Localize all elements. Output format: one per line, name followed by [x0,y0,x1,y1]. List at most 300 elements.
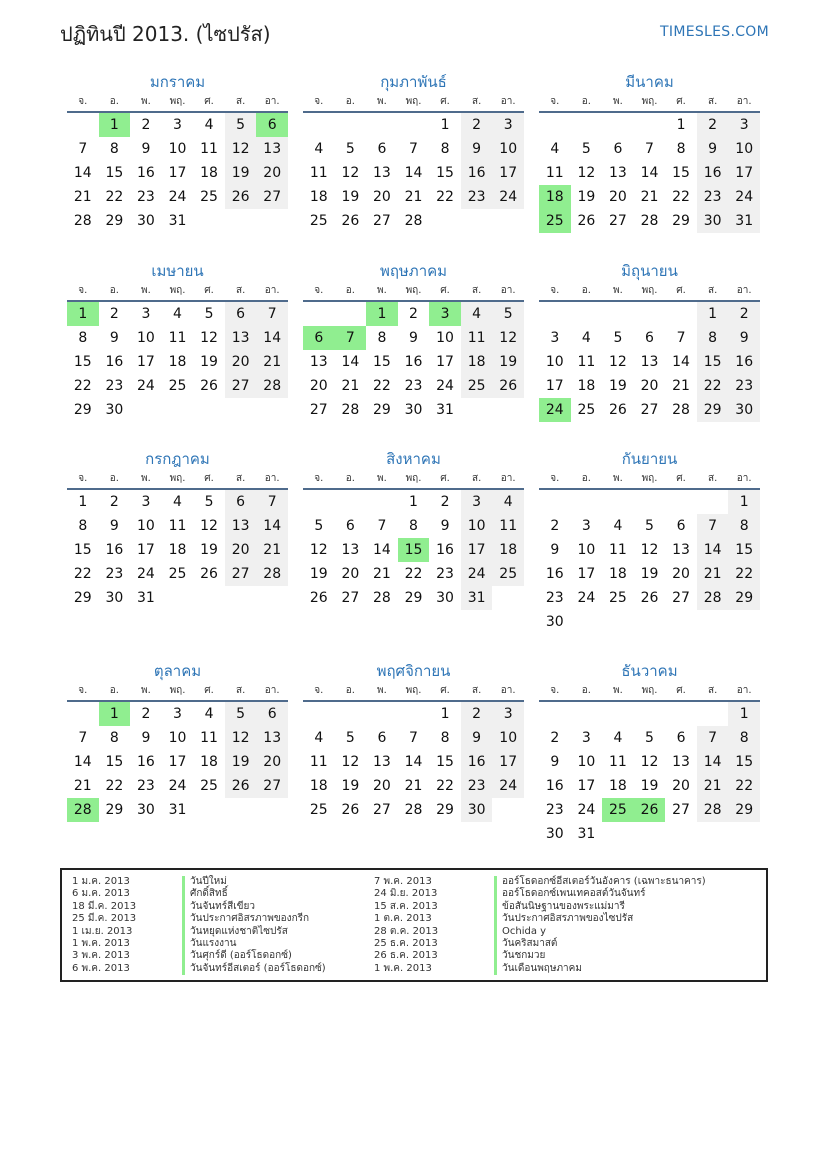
day-cell[interactable]: 29 [373,402,391,418]
day-cell[interactable]: 20 [225,538,257,562]
day-cell[interactable]: 2 [409,306,418,322]
day-cell[interactable]: 29 [73,590,92,606]
day-cell[interactable]: 20 [672,566,690,582]
day-cell[interactable]: 8 [728,514,760,538]
day-cell[interactable]: 23 [137,778,155,794]
day-cell[interactable]: 8 [440,141,450,157]
day-cell[interactable]: 6 [377,141,387,157]
day-cell[interactable]: 31 [728,209,760,233]
day-cell[interactable]: 21 [256,538,288,562]
day-cell[interactable]: 15 [398,538,430,562]
day-cell[interactable]: 22 [105,189,124,205]
day-cell[interactable]: 29 [105,802,124,818]
day-cell[interactable]: 24 [539,398,571,422]
day-cell[interactable]: 2 [141,706,151,722]
day-cell[interactable]: 24 [577,802,596,818]
day-cell[interactable]: 15 [728,538,760,562]
day-cell[interactable]: 22 [436,189,454,205]
day-cell[interactable]: 25 [602,798,634,822]
day-cell[interactable]: 8 [676,141,686,157]
day-cell[interactable]: 21 [640,189,659,205]
day-cell[interactable]: 29 [697,398,729,422]
day-cell[interactable]: 23 [404,378,423,394]
day-cell[interactable]: 1 [728,702,760,726]
day-cell[interactable]: 24 [492,774,524,798]
day-cell[interactable]: 28 [256,562,288,586]
day-cell[interactable]: 12 [200,518,218,534]
day-cell[interactable]: 29 [404,590,423,606]
day-cell[interactable]: 4 [314,141,324,157]
day-cell[interactable]: 4 [613,730,623,746]
day-cell[interactable]: 19 [492,350,524,374]
day-cell[interactable]: 18 [200,754,218,770]
day-cell[interactable]: 17 [137,542,155,558]
day-cell[interactable]: 7 [697,726,729,750]
day-cell[interactable]: 9 [440,518,450,534]
day-cell[interactable]: 27 [672,802,690,818]
day-cell[interactable]: 1 [440,117,450,133]
day-cell[interactable]: 18 [577,378,596,394]
day-cell[interactable]: 28 [404,213,423,229]
day-cell[interactable]: 7 [409,141,418,157]
day-cell[interactable]: 2 [109,306,119,322]
day-cell[interactable]: 28 [73,213,92,229]
day-cell[interactable]: 18 [168,354,187,370]
day-cell[interactable]: 31 [461,586,493,610]
day-cell[interactable]: 7 [256,302,288,326]
day-cell[interactable]: 6 [303,326,335,350]
day-cell[interactable]: 7 [409,730,418,746]
day-cell[interactable]: 18 [461,350,493,374]
day-cell[interactable]: 16 [105,354,124,370]
day-cell[interactable]: 16 [436,542,454,558]
day-cell[interactable]: 28 [341,402,360,418]
day-cell[interactable]: 10 [168,141,187,157]
day-cell[interactable]: 6 [645,330,654,346]
day-cell[interactable]: 30 [545,614,564,630]
day-cell[interactable]: 30 [105,590,124,606]
day-cell[interactable]: 30 [105,402,124,418]
day-cell[interactable]: 1 [440,706,450,722]
day-cell[interactable]: 10 [436,330,454,346]
day-cell[interactable]: 18 [539,185,571,209]
day-cell[interactable]: 13 [225,514,257,538]
day-cell[interactable]: 4 [461,302,493,326]
day-cell[interactable]: 29 [436,802,454,818]
day-cell[interactable]: 31 [168,802,187,818]
day-cell[interactable]: 5 [645,518,654,534]
day-cell[interactable]: 22 [73,566,92,582]
day-cell[interactable]: 19 [577,189,596,205]
day-cell[interactable]: 30 [404,402,423,418]
day-cell[interactable]: 1 [78,494,88,510]
day-cell[interactable]: 8 [109,730,119,746]
day-cell[interactable]: 30 [545,826,564,842]
day-cell[interactable]: 25 [539,209,571,233]
day-cell[interactable]: 10 [137,330,155,346]
day-cell[interactable]: 11 [609,754,627,770]
day-cell[interactable]: 25 [309,213,328,229]
day-cell[interactable]: 26 [640,590,659,606]
day-cell[interactable]: 20 [672,778,690,794]
day-cell[interactable]: 22 [728,774,760,798]
day-cell[interactable]: 2 [109,494,119,510]
day-cell[interactable]: 3 [173,117,182,133]
day-cell[interactable]: 31 [577,826,596,842]
day-cell[interactable]: 12 [492,326,524,350]
day-cell[interactable]: 17 [168,754,187,770]
day-cell[interactable]: 17 [728,161,760,185]
day-cell[interactable]: 9 [461,137,493,161]
day-cell[interactable]: 19 [341,189,360,205]
day-cell[interactable]: 14 [73,754,92,770]
day-cell[interactable]: 26 [200,378,218,394]
day-cell[interactable]: 3 [461,490,493,514]
day-cell[interactable]: 13 [640,354,659,370]
day-cell[interactable]: 19 [609,378,627,394]
day-cell[interactable]: 22 [105,778,124,794]
day-cell[interactable]: 2 [461,113,493,137]
day-cell[interactable]: 25 [461,374,493,398]
day-cell[interactable]: 4 [550,141,560,157]
day-cell[interactable]: 26 [225,185,257,209]
day-cell[interactable]: 29 [728,798,760,822]
day-cell[interactable]: 6 [256,702,288,726]
day-cell[interactable]: 17 [168,165,187,181]
day-cell[interactable]: 16 [545,778,564,794]
day-cell[interactable]: 21 [73,189,92,205]
day-cell[interactable]: 30 [728,398,760,422]
day-cell[interactable]: 5 [204,494,214,510]
day-cell[interactable]: 15 [105,754,124,770]
day-cell[interactable]: 5 [314,518,324,534]
day-cell[interactable]: 25 [200,778,218,794]
day-cell[interactable]: 7 [645,141,654,157]
site-logo-text[interactable]: TIMESLES.COM [660,24,769,40]
day-cell[interactable]: 10 [577,754,596,770]
day-cell[interactable]: 11 [200,141,218,157]
day-cell[interactable]: 3 [581,518,591,534]
day-cell[interactable]: 2 [461,702,493,726]
day-cell[interactable]: 29 [728,586,760,610]
day-cell[interactable]: 9 [550,542,560,558]
day-cell[interactable]: 9 [409,330,418,346]
day-cell[interactable]: 13 [256,137,288,161]
day-cell[interactable]: 5 [492,302,524,326]
day-cell[interactable]: 28 [697,798,729,822]
day-cell[interactable]: 16 [697,161,729,185]
day-cell[interactable]: 8 [697,326,729,350]
day-cell[interactable]: 3 [429,302,461,326]
day-cell[interactable]: 21 [404,189,423,205]
day-cell[interactable]: 20 [256,161,288,185]
day-cell[interactable]: 3 [728,113,760,137]
day-cell[interactable]: 14 [697,750,729,774]
day-cell[interactable]: 18 [609,778,627,794]
day-cell[interactable]: 20 [309,378,328,394]
day-cell[interactable]: 10 [168,730,187,746]
day-cell[interactable]: 25 [200,189,218,205]
day-cell[interactable]: 17 [545,378,564,394]
day-cell[interactable]: 3 [173,706,182,722]
day-cell[interactable]: 27 [256,774,288,798]
day-cell[interactable]: 9 [728,326,760,350]
day-cell[interactable]: 13 [341,542,360,558]
day-cell[interactable]: 9 [141,730,151,746]
day-cell[interactable]: 8 [728,726,760,750]
day-cell[interactable]: 15 [697,350,729,374]
day-cell[interactable]: 23 [105,378,124,394]
day-cell[interactable]: 24 [492,185,524,209]
day-cell[interactable]: 28 [404,802,423,818]
day-cell[interactable]: 8 [440,730,450,746]
day-cell[interactable]: 17 [492,750,524,774]
day-cell[interactable]: 27 [373,802,391,818]
day-cell[interactable]: 3 [141,494,151,510]
day-cell[interactable]: 13 [225,326,257,350]
day-cell[interactable]: 2 [550,730,560,746]
day-cell[interactable]: 25 [309,802,328,818]
day-cell[interactable]: 12 [225,137,257,161]
day-cell[interactable]: 11 [168,330,187,346]
day-cell[interactable]: 14 [73,165,92,181]
day-cell[interactable]: 18 [309,189,328,205]
day-cell[interactable]: 23 [545,590,564,606]
day-cell[interactable]: 1 [99,702,131,726]
day-cell[interactable]: 3 [492,113,524,137]
day-cell[interactable]: 11 [168,518,187,534]
day-cell[interactable]: 6 [256,113,288,137]
day-cell[interactable]: 21 [697,562,729,586]
day-cell[interactable]: 5 [225,702,257,726]
day-cell[interactable]: 5 [645,730,654,746]
day-cell[interactable]: 3 [581,730,591,746]
day-cell[interactable]: 18 [492,538,524,562]
day-cell[interactable]: 26 [341,213,360,229]
day-cell[interactable]: 6 [345,518,355,534]
day-cell[interactable]: 10 [577,542,596,558]
day-cell[interactable]: 12 [309,542,328,558]
day-cell[interactable]: 20 [640,378,659,394]
day-cell[interactable]: 26 [225,774,257,798]
day-cell[interactable]: 23 [137,189,155,205]
day-cell[interactable]: 16 [545,566,564,582]
day-cell[interactable]: 13 [609,165,627,181]
day-cell[interactable]: 29 [672,213,690,229]
day-cell[interactable]: 28 [672,402,690,418]
day-cell[interactable]: 17 [137,354,155,370]
day-cell[interactable]: 22 [697,374,729,398]
day-cell[interactable]: 21 [404,778,423,794]
day-cell[interactable]: 27 [256,185,288,209]
day-cell[interactable]: 13 [373,754,391,770]
day-cell[interactable]: 18 [309,778,328,794]
day-cell[interactable]: 13 [309,354,328,370]
day-cell[interactable]: 16 [105,542,124,558]
day-cell[interactable]: 1 [99,113,131,137]
day-cell[interactable]: 4 [173,306,182,322]
day-cell[interactable]: 14 [672,354,690,370]
day-cell[interactable]: 15 [105,165,124,181]
day-cell[interactable]: 29 [73,402,92,418]
day-cell[interactable]: 1 [409,494,418,510]
day-cell[interactable]: 13 [373,165,391,181]
day-cell[interactable]: 19 [200,542,218,558]
day-cell[interactable]: 10 [137,518,155,534]
day-cell[interactable]: 4 [492,490,524,514]
day-cell[interactable]: 1 [697,302,729,326]
day-cell[interactable]: 12 [225,726,257,750]
day-cell[interactable]: 22 [436,778,454,794]
day-cell[interactable]: 11 [609,542,627,558]
day-cell[interactable]: 25 [168,566,187,582]
day-cell[interactable]: 9 [109,518,119,534]
day-cell[interactable]: 20 [373,778,391,794]
day-cell[interactable]: 14 [256,514,288,538]
day-cell[interactable]: 23 [461,774,493,798]
day-cell[interactable]: 8 [377,330,387,346]
day-cell[interactable]: 5 [204,306,214,322]
day-cell[interactable]: 13 [256,726,288,750]
day-cell[interactable]: 24 [168,778,187,794]
day-cell[interactable]: 7 [335,326,367,350]
day-cell[interactable]: 28 [373,590,391,606]
day-cell[interactable]: 5 [225,113,257,137]
day-cell[interactable]: 25 [492,562,524,586]
day-cell[interactable]: 19 [640,778,659,794]
day-cell[interactable]: 21 [73,778,92,794]
day-cell[interactable]: 19 [225,161,257,185]
day-cell[interactable]: 26 [341,802,360,818]
day-cell[interactable]: 12 [640,542,659,558]
day-cell[interactable]: 12 [577,165,596,181]
day-cell[interactable]: 1 [366,302,398,326]
day-cell[interactable]: 4 [173,494,182,510]
day-cell[interactable]: 23 [697,185,729,209]
day-cell[interactable]: 31 [436,402,454,418]
day-cell[interactable]: 27 [225,374,257,398]
day-cell[interactable]: 26 [609,402,627,418]
day-cell[interactable]: 26 [492,374,524,398]
day-cell[interactable]: 21 [373,566,391,582]
day-cell[interactable]: 6 [613,141,623,157]
day-cell[interactable]: 19 [640,566,659,582]
day-cell[interactable]: 2 [440,494,450,510]
day-cell[interactable]: 25 [577,402,596,418]
day-cell[interactable]: 6 [377,730,387,746]
day-cell[interactable]: 27 [640,402,659,418]
day-cell[interactable]: 22 [73,378,92,394]
day-cell[interactable]: 30 [137,802,155,818]
day-cell[interactable]: 7 [697,514,729,538]
day-cell[interactable]: 24 [137,378,155,394]
day-cell[interactable]: 30 [137,213,155,229]
day-cell[interactable]: 3 [141,306,151,322]
day-cell[interactable]: 28 [67,798,99,822]
day-cell[interactable]: 16 [137,754,155,770]
day-cell[interactable]: 17 [577,566,596,582]
day-cell[interactable]: 27 [309,402,328,418]
day-cell[interactable]: 11 [492,514,524,538]
day-cell[interactable]: 24 [168,189,187,205]
day-cell[interactable]: 9 [461,726,493,750]
day-cell[interactable]: 7 [78,730,88,746]
day-cell[interactable]: 12 [640,754,659,770]
day-cell[interactable]: 12 [200,330,218,346]
day-cell[interactable]: 16 [461,161,493,185]
day-cell[interactable]: 28 [256,374,288,398]
day-cell[interactable]: 26 [577,213,596,229]
day-cell[interactable]: 19 [225,750,257,774]
day-cell[interactable]: 24 [728,185,760,209]
day-cell[interactable]: 2 [550,518,560,534]
day-cell[interactable]: 11 [545,165,564,181]
day-cell[interactable]: 4 [581,330,591,346]
day-cell[interactable]: 4 [204,706,214,722]
day-cell[interactable]: 31 [137,590,155,606]
day-cell[interactable]: 21 [256,350,288,374]
day-cell[interactable]: 3 [492,702,524,726]
day-cell[interactable]: 25 [168,378,187,394]
day-cell[interactable]: 14 [404,165,423,181]
day-cell[interactable]: 11 [200,730,218,746]
day-cell[interactable]: 22 [373,378,391,394]
day-cell[interactable]: 7 [377,518,387,534]
day-cell[interactable]: 22 [404,566,423,582]
day-cell[interactable]: 2 [697,113,729,137]
day-cell[interactable]: 12 [341,754,360,770]
day-cell[interactable]: 22 [728,562,760,586]
day-cell[interactable]: 17 [436,354,454,370]
day-cell[interactable]: 11 [577,354,596,370]
day-cell[interactable]: 6 [676,730,686,746]
day-cell[interactable]: 18 [200,165,218,181]
day-cell[interactable]: 14 [373,542,391,558]
day-cell[interactable]: 23 [105,566,124,582]
day-cell[interactable]: 23 [436,566,454,582]
day-cell[interactable]: 15 [436,165,454,181]
day-cell[interactable]: 23 [728,374,760,398]
day-cell[interactable]: 7 [256,490,288,514]
day-cell[interactable]: 7 [78,141,88,157]
day-cell[interactable]: 8 [409,518,418,534]
day-cell[interactable]: 10 [728,137,760,161]
day-cell[interactable]: 10 [545,354,564,370]
day-cell[interactable]: 28 [697,586,729,610]
day-cell[interactable]: 27 [672,590,690,606]
day-cell[interactable]: 28 [640,213,659,229]
day-cell[interactable]: 12 [609,354,627,370]
day-cell[interactable]: 16 [404,354,423,370]
day-cell[interactable]: 6 [676,518,686,534]
day-cell[interactable]: 13 [672,542,690,558]
day-cell[interactable]: 9 [550,754,560,770]
day-cell[interactable]: 2 [728,302,760,326]
day-cell[interactable]: 21 [672,378,690,394]
day-cell[interactable]: 26 [634,798,666,822]
day-cell[interactable]: 23 [461,185,493,209]
day-cell[interactable]: 5 [345,730,355,746]
day-cell[interactable]: 15 [728,750,760,774]
day-cell[interactable]: 21 [697,774,729,798]
day-cell[interactable]: 15 [73,354,92,370]
day-cell[interactable]: 24 [577,590,596,606]
day-cell[interactable]: 20 [341,566,360,582]
day-cell[interactable]: 24 [436,378,454,394]
day-cell[interactable]: 27 [341,590,360,606]
day-cell[interactable]: 20 [373,189,391,205]
day-cell[interactable]: 14 [697,538,729,562]
